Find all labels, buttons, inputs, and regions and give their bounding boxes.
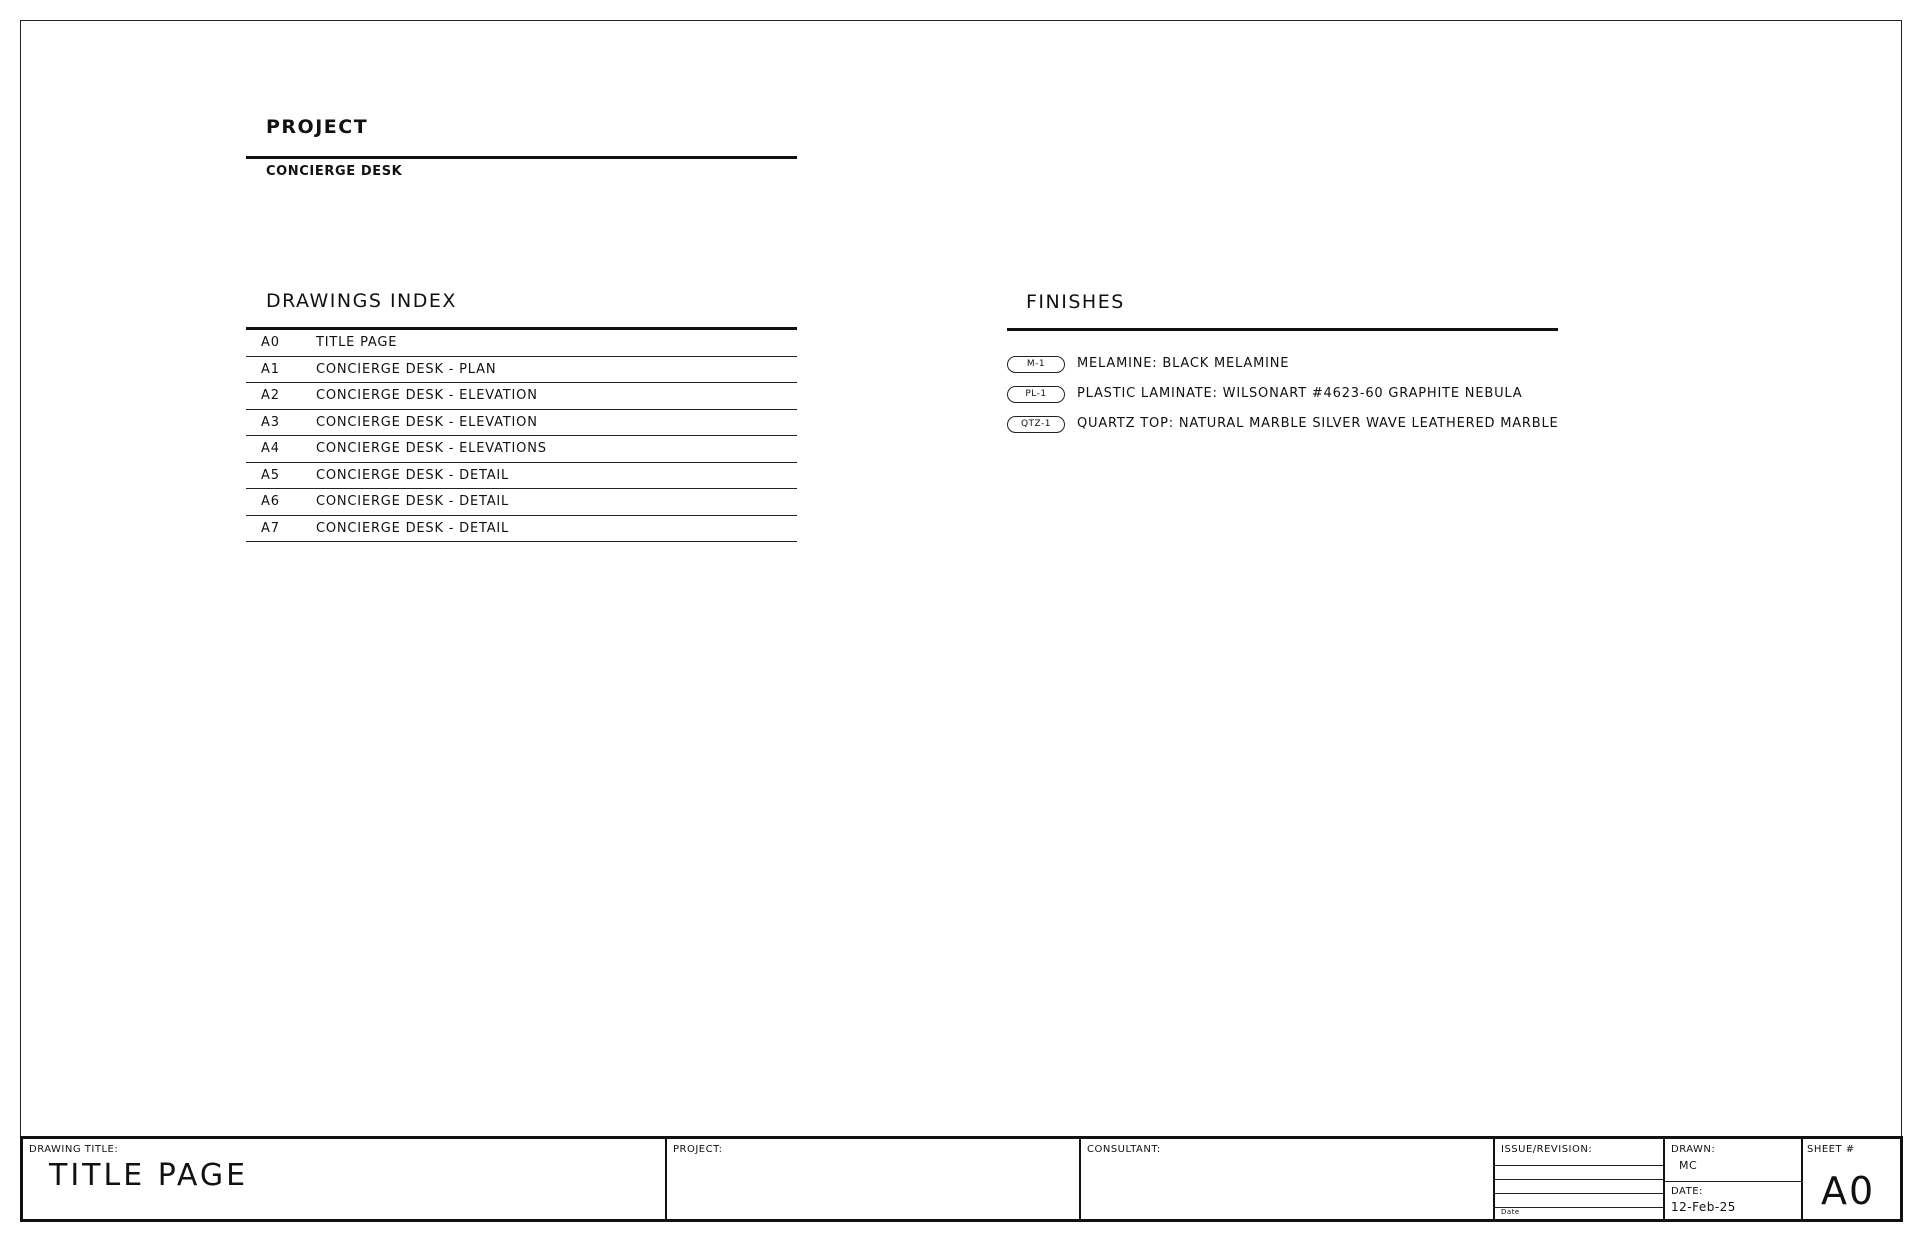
drawing-sheet-border bbox=[20, 20, 1902, 1222]
sheet-title: CONCIERGE DESK - PLAN bbox=[316, 361, 497, 377]
title-block-divider bbox=[665, 1139, 667, 1219]
drawing-date: 12-Feb-25 bbox=[1671, 1200, 1736, 1214]
sheet-title: CONCIERGE DESK - ELEVATION bbox=[316, 388, 538, 403]
table-row bbox=[246, 516, 797, 543]
sheet-code: A4 bbox=[261, 441, 280, 456]
drawings-index-table bbox=[246, 330, 797, 542]
revision-date-label: Date bbox=[1501, 1208, 1520, 1216]
sheet-title: CONCIERGE DESK - ELEVATION bbox=[316, 414, 538, 430]
finish-tag: QTZ-1 bbox=[1007, 416, 1065, 433]
sheet-code: A0 bbox=[261, 335, 280, 350]
finish-description: QUARTZ TOP: NATURAL MARBLE SILVER WAVE LEATHERED MARBLE bbox=[1077, 416, 1559, 431]
sheet-code: A2 bbox=[261, 388, 280, 403]
issue-revision-label: ISSUE/REVISION: bbox=[1501, 1144, 1593, 1155]
project-heading: PROJECT bbox=[266, 116, 369, 138]
table-row bbox=[246, 410, 797, 437]
date-label: DATE: bbox=[1671, 1186, 1703, 1197]
sheet-title: CONCIERGE DESK - DETAIL bbox=[316, 520, 510, 536]
sheet-code: A6 bbox=[261, 494, 280, 509]
finishes-rule bbox=[1007, 328, 1558, 331]
revision-line bbox=[1495, 1207, 1663, 1208]
project-heading-rule bbox=[246, 156, 797, 159]
table-row bbox=[246, 436, 797, 463]
table-row bbox=[246, 383, 797, 410]
sheet-number-label: SHEET # bbox=[1807, 1144, 1855, 1155]
revision-line bbox=[1495, 1165, 1663, 1166]
title-block-divider bbox=[1079, 1139, 1081, 1219]
finish-tag: M-1 bbox=[1007, 356, 1065, 373]
drawing-title-label: DRAWING TITLE: bbox=[29, 1144, 119, 1155]
finish-tag: PL-1 bbox=[1007, 386, 1065, 403]
title-block-divider bbox=[1663, 1139, 1665, 1219]
sheet-number: A0 bbox=[1821, 1169, 1876, 1213]
title-block-divider bbox=[1801, 1139, 1803, 1219]
drawings-index-heading: DRAWINGS INDEX bbox=[266, 290, 457, 312]
project-label: PROJECT: bbox=[673, 1144, 723, 1155]
table-row bbox=[246, 330, 797, 357]
sheet-code: A3 bbox=[261, 414, 280, 430]
sheet-title: CONCIERGE DESK - DETAIL bbox=[316, 494, 510, 509]
sheet-title: TITLE PAGE bbox=[316, 335, 398, 350]
table-row bbox=[246, 463, 797, 490]
sheet-title: CONCIERGE DESK - DETAIL bbox=[316, 467, 510, 483]
sheet-code: A1 bbox=[261, 361, 280, 377]
revision-line bbox=[1495, 1193, 1663, 1194]
sheet-code: A5 bbox=[261, 467, 280, 483]
finish-description: PLASTIC LAMINATE: WILSONART #4623-60 GRAPHITE NEBULA bbox=[1077, 386, 1523, 401]
revision-line bbox=[1495, 1179, 1663, 1180]
table-row bbox=[246, 357, 797, 384]
project-name: CONCIERGE DESK bbox=[266, 164, 403, 179]
consultant-label: CONSULTANT: bbox=[1087, 1144, 1161, 1155]
finish-description: MELAMINE: BLACK MELAMINE bbox=[1077, 356, 1290, 371]
drawn-label: DRAWN: bbox=[1671, 1144, 1716, 1155]
drawn-date-divider bbox=[1665, 1181, 1801, 1182]
title-block bbox=[20, 1136, 1903, 1222]
drawn-by: MC bbox=[1679, 1159, 1698, 1172]
finishes-heading: FINISHES bbox=[1026, 291, 1125, 313]
table-row bbox=[246, 489, 797, 516]
drawing-title: TITLE PAGE bbox=[49, 1158, 249, 1193]
sheet-title: CONCIERGE DESK - ELEVATIONS bbox=[316, 441, 547, 456]
sheet-code: A7 bbox=[261, 520, 280, 536]
